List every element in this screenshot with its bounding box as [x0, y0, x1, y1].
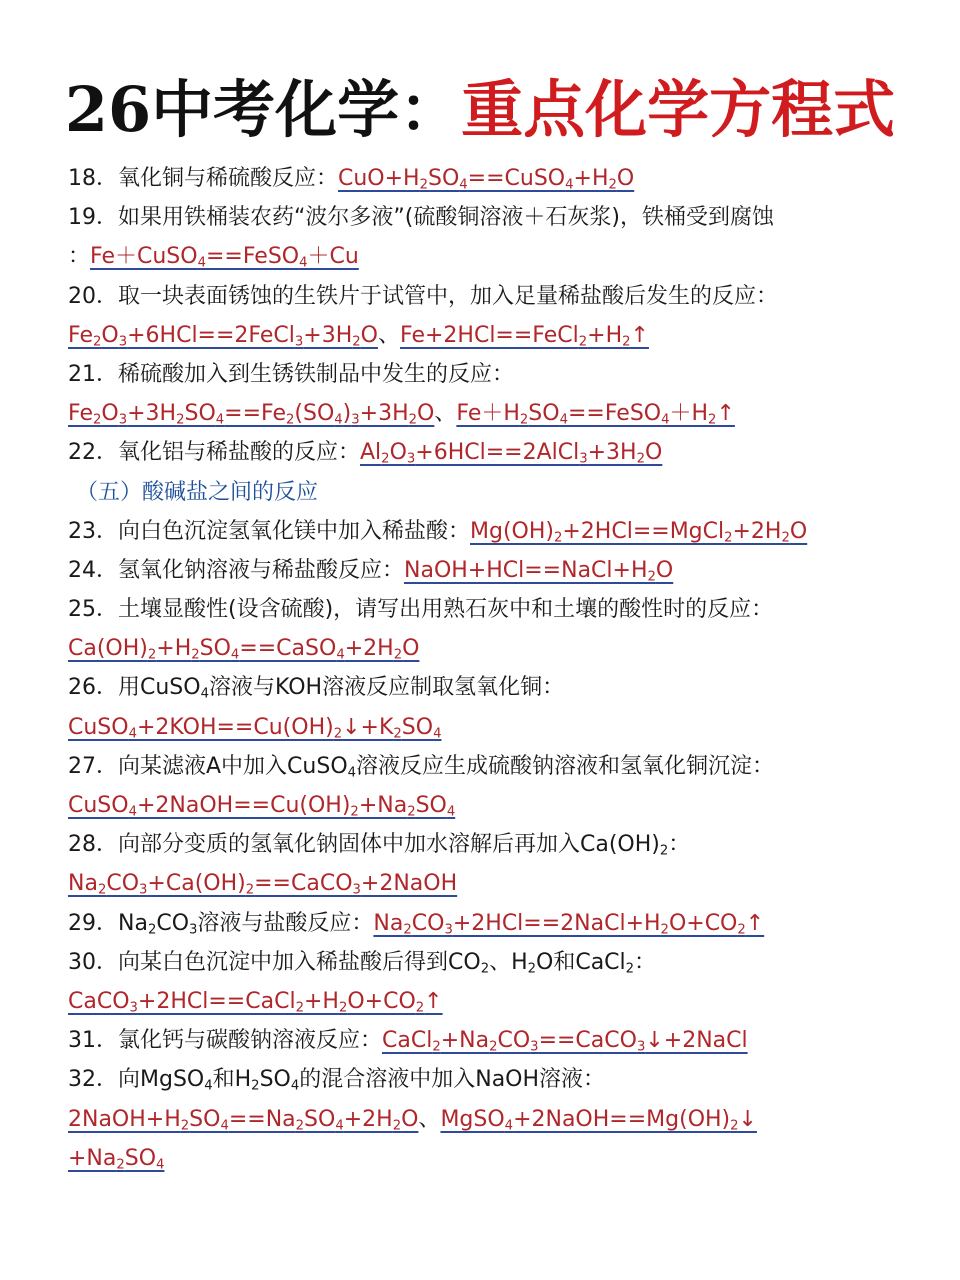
question-line — [0, 159, 960, 198]
question-line — [0, 551, 960, 590]
question-line — [0, 355, 960, 394]
chemical-equation: $CaCl_2+Na_2CO_3==CaCO_3↓+2NaCl$ — [382, 1028, 748, 1055]
question-line — [0, 1021, 960, 1060]
continuation-line — [0, 1100, 960, 1139]
question-line — [0, 512, 960, 551]
question-text: 、 — [377, 322, 400, 348]
question-line — [0, 825, 960, 864]
continuation-line — [0, 1139, 960, 1178]
chemical-equation: $CuSO_4+2KOH==Cu(OH)_2↓+K_2SO_4$ — [68, 714, 442, 741]
continuation-line — [0, 394, 960, 433]
title-prefix: 26中考化学： — [64, 73, 462, 146]
page-title — [0, 70, 960, 150]
chemical-equation: $Fe+2HCl==FeCl_2+H_2↑$ — [400, 322, 649, 350]
question-text: 18．氧化铜与稀硫酸反应： — [68, 166, 338, 191]
question-text: 22．氧化铝与稀盐酸的反应： — [68, 440, 360, 466]
chemical-equation: $Na_2CO_3+2HCl==2NaCl+H_2O+CO_2↑$ — [373, 910, 765, 937]
question-text: 25．土壤显酸性(设含硫酸)，请写出用熟石灰中和土壤的酸性时的反应： — [68, 597, 774, 623]
question-line — [0, 1060, 960, 1099]
question-line — [0, 277, 960, 316]
question-text: （五）酸碱盐之间的反应 — [76, 479, 319, 505]
question-text: 23．向白色沉淀氢氧化镁中加入稀盐酸： — [68, 518, 470, 544]
chemical-equation: $CuO+H_2SO_4==CuSO_4+H_2O$ — [338, 166, 635, 193]
question-line — [0, 198, 960, 237]
chemical-equation: $Fe+H_2SO_4==FeSO_4+H_2↑$ — [456, 401, 735, 428]
question-line — [0, 904, 960, 943]
chemical-equation: $Fe_2O_3+3H_2SO_4==Fe_2(SO_4)_3+3H_2O$ — [68, 401, 435, 428]
chemical-equation: $+Na_2SO_4$ — [68, 1145, 165, 1172]
question-text: 28．向部分变质的氢氧化钠固体中加水溶解后再加入$Ca(OH)_2$： — [68, 832, 691, 859]
question-text: 29．$Na_2CO_3$溶液与盐酸反应： — [68, 910, 374, 937]
chemical-equation: $NaOH+HCl==NaCl+H_2O$ — [404, 557, 674, 585]
question-line — [0, 668, 960, 707]
question-text: 、 — [418, 1106, 441, 1132]
title-highlight: 重点化学方程式 — [461, 73, 896, 146]
question-text: 26．用CuSO$_4$溶液与KOH溶液反应制取氢氧化铜： — [68, 675, 565, 702]
chemical-equation: $Al_2O_3+6HCl==2AlCl_3+3H_2O$ — [360, 440, 663, 467]
question-text: 、 — [434, 401, 457, 427]
continuation-line — [0, 316, 960, 355]
chemical-equation: $Mg(OH)_2+2HCl==MgCl_2+2H_2O$ — [470, 518, 808, 545]
chemical-equation: $Ca(OH)_2+H_2SO_4==CaSO_4+2H_2O$ — [68, 636, 420, 663]
chemical-equation: $2NaOH+H_2SO_4==Na_2SO_4+2H_2O$ — [68, 1106, 419, 1133]
continuation-line — [0, 708, 960, 747]
question-text: 20．取一块表面锈蚀的生铁片于试管中，加入足量稀盐酸后发生的反应： — [68, 283, 778, 309]
chemical-equation: Fe＋CuSO$_4$==FeSO$_4$＋Cu — [90, 244, 359, 271]
chemical-equation: $Fe_2O_3+6HCl==2FeCl_3+3H_2O$ — [68, 322, 378, 350]
question-text: 19．如果用铁桶装农药“波尔多液”(硫酸铜溶液＋石灰浆)，铁桶受到腐蚀 — [68, 205, 774, 231]
continuation-line — [0, 237, 960, 276]
question-text: 30．向某白色沉淀中加入稀盐酸后得到$CO_2$、$H_2O$和CaCl$_2$： — [68, 949, 657, 977]
continuation-line — [0, 982, 960, 1021]
question-line — [0, 433, 960, 472]
question-text: ： — [68, 244, 91, 270]
question-text: 27．向某滤液A中加入CuSO$_4$溶液反应生成硫酸钠溶液和氢氧化铜沉淀： — [68, 753, 775, 781]
chemical-equation: $CuSO_4+2NaOH==Cu(OH)_2+Na_2SO_4$ — [68, 793, 456, 820]
question-text: 31．氯化钙与碳酸钠溶液反应： — [68, 1028, 382, 1054]
question-text: 21．稀硫酸加入到生锈铁制品中发生的反应： — [68, 361, 514, 387]
question-text: 32．向MgSO$_4$和$H_2SO_4$的混合溶液中加入NaOH溶液： — [68, 1067, 606, 1094]
continuation-line — [0, 629, 960, 668]
chemical-equation: $CaCO_3+2HCl==CaCl_2+H_2O+CO_2↑$ — [68, 988, 443, 1016]
question-line — [0, 590, 960, 629]
chemical-equation: $MgSO_4+2NaOH==Mg(OH)_2↓$ — [440, 1106, 757, 1133]
equation-list — [0, 159, 960, 1178]
question-line — [0, 943, 960, 982]
chemical-equation: $Na_2CO_3+Ca(OH)_2==CaCO_3+2NaOH$ — [68, 871, 458, 898]
continuation-line — [0, 786, 960, 825]
section-heading — [0, 473, 960, 512]
question-line — [0, 747, 960, 786]
question-text: 24．氢氧化钠溶液与稀盐酸反应： — [68, 557, 404, 583]
continuation-line — [0, 864, 960, 903]
